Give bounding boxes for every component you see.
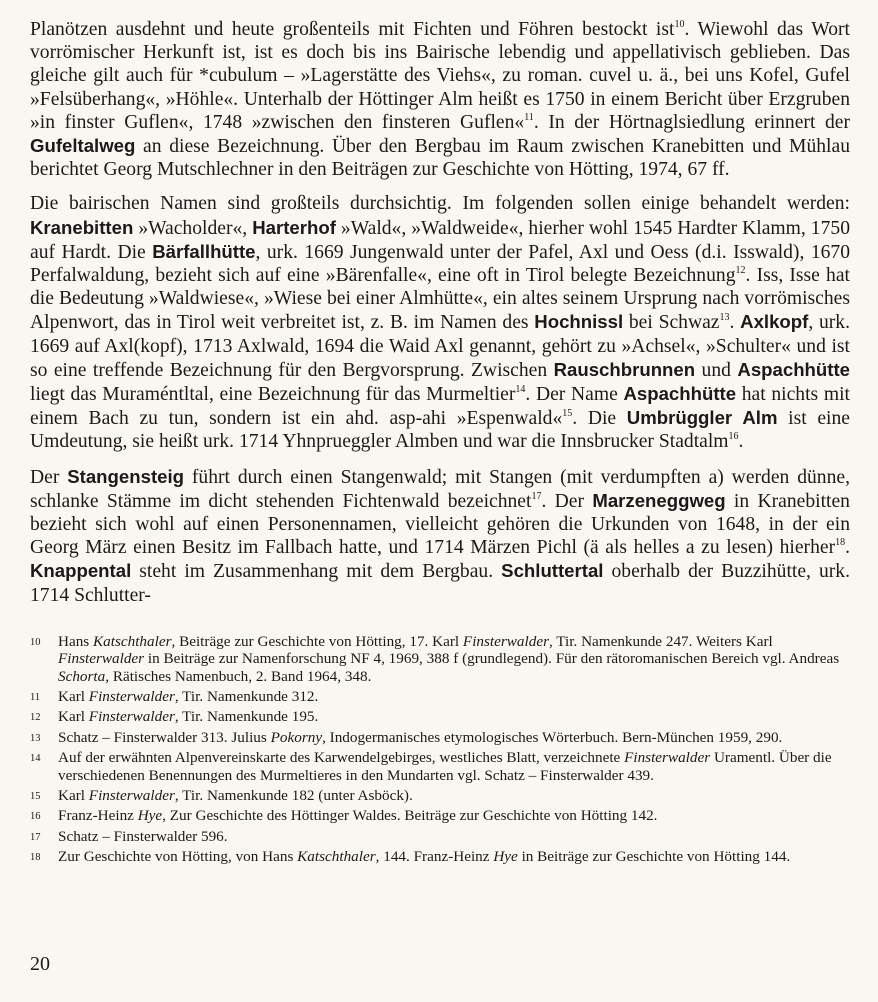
text-run: Karl [58,708,89,726]
text-run: , Tir. Namenkunde 247. Weiters Karl [548,632,773,650]
footnote-text [58,787,850,806]
footnote-number: 11 [30,691,41,703]
text-run: . Der [541,490,593,512]
footnote-number: 13 [30,732,41,744]
footnote [30,708,850,727]
footnote [30,749,850,784]
text-run: . In der Hörtnaglsiedlung erinnert der [533,111,850,133]
text-run: Planötzen ausdehnt und heute großenteils mit Fichten und Föhren bestockt ist [30,19,675,40]
footnote-number: 12 [30,712,41,724]
footnote [30,633,850,686]
bold-place-name: Aspachhütte [623,383,737,405]
bold-place-name: Bärfallhütte [152,240,256,262]
text-run: , urk. 1669 auf Axl(kopf), 1713 Axlwald, 1694 die Waid Axl genannt, gehört zu »Achsel«, »Schulter« und ist so eine treffende Bezeichnung für den Bergvorsprung. Zwischen [30,312,851,381]
text-run: . [738,431,744,453]
author-name: Finsterwalder [624,749,711,767]
text-run: an diese Bezeichnung. Über den Bergbau im Raum zwischen Kranebitten und Mühlau berichtet Georg Mutschlechner in den Beiträgen zur Geschichte von Hötting, 1974, 67 ff. [30,136,850,181]
text-run: Franz-Heinz [58,807,138,825]
bold-place-name: Hochnissl [534,311,624,333]
author-name: Finsterwalder [88,708,175,726]
footnote-reference: 12 [735,265,746,277]
footnote-number: 17 [30,831,41,843]
text-run: . [729,312,741,334]
text-run: Die bairischen Namen sind großteils durchsichtig. Im folgenden sollen einige behandelt werden: [30,193,850,215]
footnote-text [58,729,850,748]
footnote-reference: 11 [524,111,534,123]
footnote-number: 15 [30,790,41,802]
footnote-text [58,828,850,847]
bold-place-name: Umbrüggler Alm [626,407,778,429]
bold-place-name: Aspachhütte [737,358,850,380]
text-run: hat nichts mit einem Bach zu tun, sondern ist ein ahd. asp-ahi »Espenwald« [30,384,850,430]
text-run: , Tir. Namenkunde 312. [174,687,319,705]
footnote-reference: 14 [515,384,526,396]
footnote-reference: 10 [674,19,685,30]
footnote-reference: 16 [728,431,739,443]
text-run: steht im Zusammenhang mit dem Bergbau. [131,561,502,583]
text-run: und [695,359,738,381]
footnote-text [58,708,850,727]
footnote [30,828,850,847]
text-run: , Beiträge zur Geschichte von Hötting, 17. Karl [171,632,463,650]
text-run: , Rätisches Namenbuch, 2. Band 1964, 348. [105,668,372,686]
page-number: 20 [30,953,50,975]
text-run: oberhalb der Buzzihütte, urk. 1714 Schlutter- [30,561,850,606]
text-run: Hans [58,632,94,650]
footnote-number: 14 [30,753,41,765]
author-name: Katschthaler [93,632,172,650]
footnote-reference: 18 [835,537,846,549]
text-run: , Indogermanisches etymologisches Wörterbuch. Bern-München 1959, 290. [322,728,783,746]
text-run: . Die [572,408,627,430]
footnote-text [58,749,850,784]
text-run: führt durch einen Stangenwald; mit Stangen (mit verdumpften a) werden dünne, schlanke Stämme im dicht stehenden Fichtenwald bezeichnet [30,466,850,512]
author-name: Katschthaler [297,848,376,866]
bold-place-name: Stangensteig [67,465,184,487]
author-name: Pokorny [270,728,323,746]
text-run: Auf der erwähnten Alpenvereinskarte des Karwendelgebirges, westliches Blatt, verzeichnete [58,749,625,767]
footnote [30,688,850,707]
footnote-number: 10 [30,636,41,648]
footnote-reference: 13 [719,312,730,324]
footnote [30,729,850,748]
text-run: Schatz – Finsterwalder 313. Julius [58,728,271,746]
author-name: Hye [137,807,163,825]
text-run: . Wiewohl das Wort vorrömischer Herkunft ist, ist es doch bis ins Bairische lebendig und appellativisch geblieben. Das gleiche gilt auch für *cubulum – »Lagerstätte des Viehs«, zu roman. cuvel u. ä., bei uns Kofel, Gufel »Felsüberhang«, »Höhle«. Unterhalb der Höttinger Alm heißt es 1750 in einem Bericht über Erzgruben »in finster Guflen«, 1748 »zwischen den finsteren Guflen« [30,19,850,133]
footnote [30,848,850,867]
author-name: Finsterwalder [462,632,549,650]
author-name: Finsterwalder [88,786,175,804]
footnote-number: 18 [30,852,41,864]
bold-place-name: Gufeltalweg [30,135,136,157]
text-run: in Beiträge zur Namenforschung NF 4, 1969, 388 f (grundlegend). Für den rätoromanischen Bereich vgl. Andreas [144,650,840,668]
text-run: Der [30,466,68,488]
text-run: Zur Geschichte von Hötting, von Hans [58,848,298,866]
bold-place-name: Marzeneggweg [592,489,726,511]
text-run: Karl [58,687,89,705]
footnote-text [58,807,850,826]
bold-place-name: Schluttertal [501,560,604,582]
author-name: Schorta [58,668,106,686]
footnote-reference: 17 [531,490,542,502]
text-run: »Wald«, »Waldweide«, hierher wohl 1545 Hardter Klamm, 1750 auf Hardt. Die [30,217,850,263]
text-run: , Zur Geschichte des Höttinger Waldes. Beiträge zur Geschichte von Hötting 142. [162,807,658,825]
text-run: , Tir. Namenkunde 182 (unter Asböck). [174,786,413,804]
text-run: . [845,537,850,559]
bold-place-name: Kranebitten [30,216,134,238]
body-text [30,18,850,607]
text-run: , urk. 1669 Jungenwald unter der Pafel, Axl und Oess (d.i. Isswald), 1670 Perfalwaldung, bezieht sich auf eine »Bärenfalle«, eine oft in Tirol belegte Bezeichnung [30,241,851,287]
author-name: Finsterwalder [88,687,175,705]
footnote-reference: 15 [562,408,573,420]
paragraph [30,465,850,607]
footnote-text [58,848,850,867]
footnote [30,787,850,806]
bold-place-name: Harterhof [252,216,336,238]
footnotes [30,633,850,867]
bold-place-name: Knappental [30,560,132,582]
text-run: liegt das Muraméntltal, eine Bezeichnung für das Murmeltier [30,384,516,406]
footnote-text [58,633,850,686]
text-run: bei Schwaz [623,312,720,334]
text-run: , Tir. Namenkunde 195. [174,708,319,726]
author-name: Finsterwalder [58,650,145,668]
footnote-text [58,688,850,707]
text-run: , 144. Franz-Heinz [375,848,494,866]
text-run: ist eine Umdeutung, sie heißt urk. 1714 Yhnprueggler Almben und war die Innsbrucker Stadtalm [30,408,850,453]
footnote [30,807,850,826]
text-run: . Der Name [525,384,624,406]
text-run: Uramentl. Über die verschiedenen Benennungen des Murmeltieres in den Mundarten vgl. Schatz – Finsterwalder 439. [58,749,832,785]
text-run: in Beiträge zur Geschichte von Hötting 144. [517,848,791,866]
bold-place-name: Rauschbrunnen [553,358,696,380]
footnote-number: 16 [30,811,41,823]
text-run: Schatz – Finsterwalder 596. [58,827,228,845]
text-run: . Iss, Isse hat die Bedeutung »Waldwiese«, »Wiese bei einer Almhütte«, ein altes seinem Ursprung nach vorrömisches Alpenwort, das in Tirol weit verbreitet ist, z. B. im Namen des [30,265,850,334]
text-run: »Wacholder«, [133,217,253,239]
paragraph [30,192,850,453]
text-run: Karl [58,786,89,804]
author-name: Hye [493,848,518,866]
bold-place-name: Axlkopf [740,311,809,333]
text-run: in Kranebitten bezieht sich wohl auf einen Personennamen, vielleicht gehören die Urkunden von 1648, in der ein Georg März einen Besitz im Fallbach hatte, und 1714 Märzen Pichl (ä als helles a zu lesen) hierher [30,490,850,559]
paragraph [30,18,850,181]
